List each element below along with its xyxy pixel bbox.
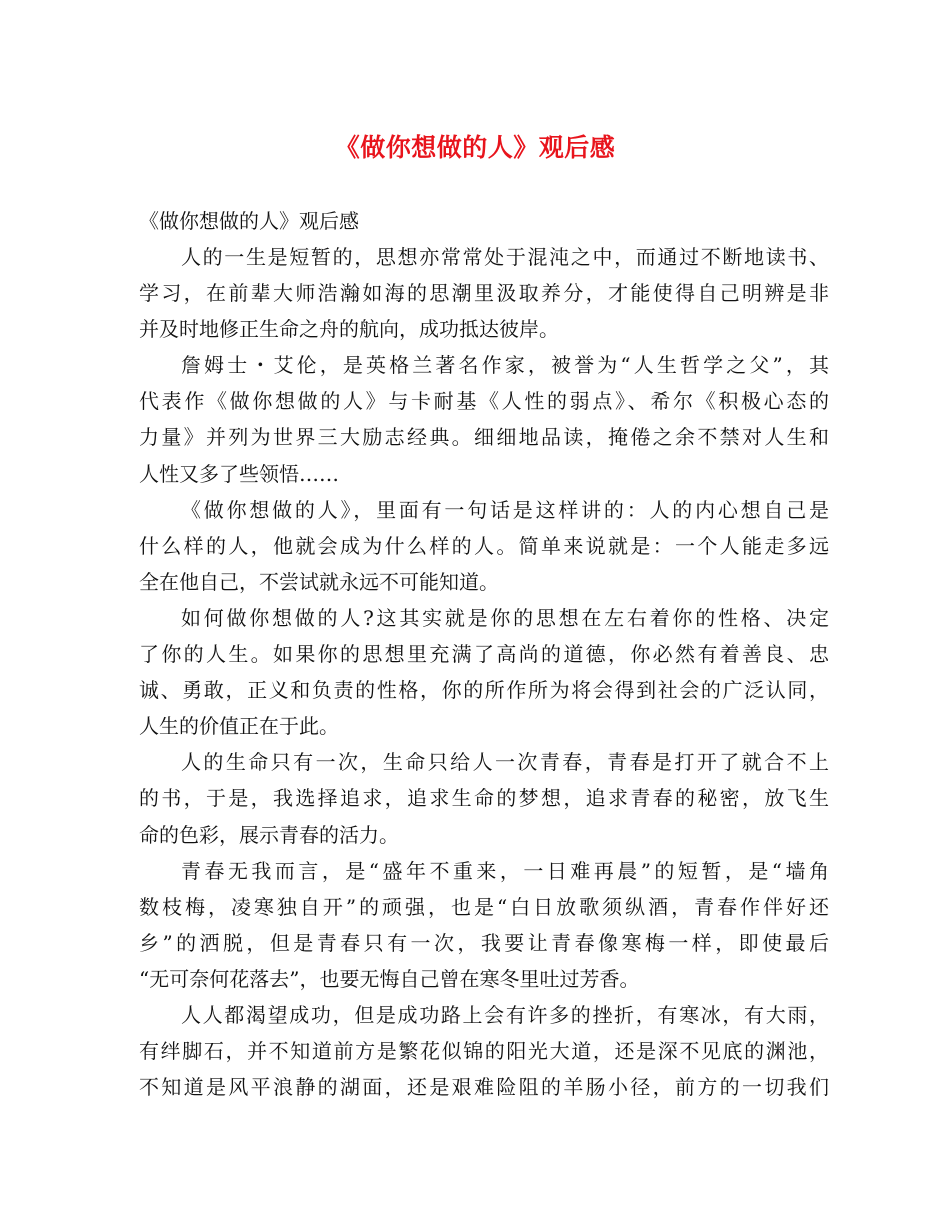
paragraph-line: 人性又多了些领悟…… [139, 461, 339, 486]
paragraph-line: 命的色彩，展示青春的活力。 [139, 822, 399, 847]
paragraph-2 [139, 347, 829, 491]
paragraph-line: 学习，在前辈大师浩瀚如海的思潮里汲取养分，才能使得自己明辨是非 [139, 281, 829, 306]
paragraph-line: 了你的人生。如果你的思想里充满了高尚的道德，你必然有着善良、忠 [139, 642, 829, 667]
document-body [139, 203, 829, 1105]
paragraph-line: 不知道是风平浪静的湖面，还是艰难险阻的羊肠小径，前方的一切我们 [139, 1075, 829, 1100]
paragraph-line: 有绊脚石，并不知道前方是繁花似锦的阳光大道，还是深不见底的渊池， [139, 1039, 829, 1064]
document-subtitle: 《做你想做的人》观后感 [139, 209, 359, 233]
paragraph-4 [139, 600, 829, 744]
paragraph-line: 乡”的洒脱，但是青春只有一次，我要让青春像寒梅一样，即使最后 [139, 930, 829, 955]
paragraph-line: 力量》并列为世界三大励志经典。细细地品读，掩倦之余不禁对人生和 [139, 425, 829, 450]
paragraph-line: 的书，于是，我选择追求，追求生命的梦想，追求青春的秘密，放飞生 [139, 786, 829, 811]
paragraph-line: 代表作《做你想做的人》与卡耐基《人性的弱点》、希尔《积极心态的 [139, 389, 829, 414]
paragraph-1 [139, 239, 829, 347]
paragraph-line: 什么样的人，他就会成为什么样的人。简单来说就是：一个人能走多远 [139, 533, 829, 558]
paragraph-6 [139, 853, 829, 997]
paragraph-7 [139, 997, 829, 1105]
paragraph-line: 人的生命只有一次，生命只给人一次青春，青春是打开了就合不上 [181, 750, 829, 775]
paragraph-line: 人的一生是短暂的，思想亦常常处于混沌之中，而通过不断地读书、 [181, 245, 829, 269]
paragraph-line: 诚、勇敢，正义和负责的性格，你的所作所为将会得到社会的广泛认同， [139, 678, 829, 703]
paragraph-5 [139, 744, 829, 852]
paragraph-line: 人生的价值正在于此。 [139, 714, 339, 739]
paragraph-line: 数枝梅，凌寒独自开”的顽强，也是“白日放歌须纵酒，青春作伴好还 [139, 894, 829, 919]
paragraph-line: 詹姆士・艾伦，是英格兰著名作家，被誉为“人生哲学之父”，其 [181, 353, 829, 378]
paragraph-3 [139, 492, 829, 600]
paragraph-line: 并及时地修正生命之舟的航向，成功抵达彼岸。 [139, 317, 559, 342]
paragraph-line: 人人都渴望成功，但是成功路上会有许多的挫折，有寒冰，有大雨， [181, 1002, 829, 1027]
paragraph-line: “无可奈何花落去”，也要无悔自己曾在寒冬里吐过芳香。 [139, 966, 640, 991]
document-title: 《做你想做的人》观后感 [334, 133, 616, 162]
paragraph-line: 全在他自己，不尝试就永远不可能知道。 [139, 569, 499, 594]
paragraph-line: 如何做你想做的人?这其实就是你的思想在左右着你的性格、决定 [181, 605, 829, 630]
paragraph-line: 青春无我而言，是“盛年不重来，一日难再晨”的短暂，是“墙角 [181, 858, 829, 883]
paragraph-line: 《做你想做的人》，里面有一句话是这样讲的：人的内心想自己是 [181, 497, 829, 522]
